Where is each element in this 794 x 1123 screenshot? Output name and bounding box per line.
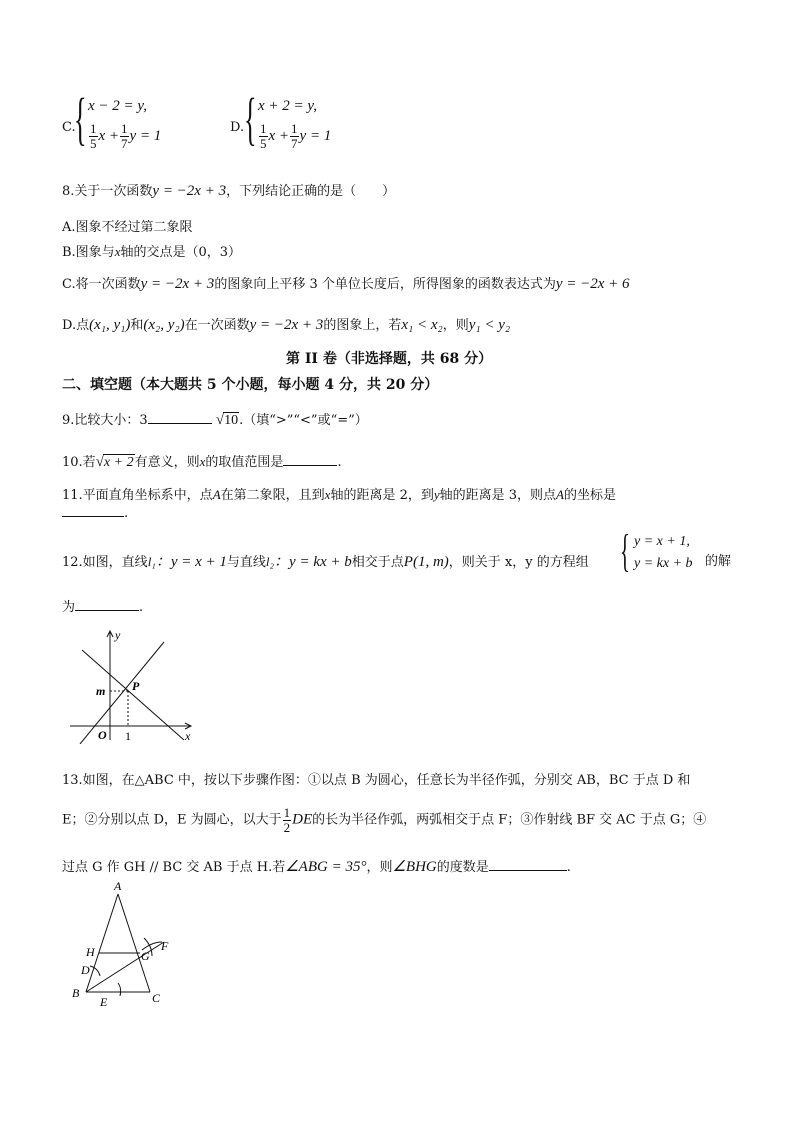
q13-label-h: H [86, 945, 95, 959]
q13-line3: 过点 G 作 GH // BC 交 AB 于点 H.若∠ABG = 35°，则∠BHG的度数是 . [62, 859, 571, 875]
q13-label-a: A [114, 880, 122, 893]
q12-label-one: 1 [125, 729, 131, 743]
q10: 10.若√x + 2有意义，则x的取值范围是 . [62, 454, 342, 470]
q13-label-f: F [161, 939, 169, 953]
q12-system-eq2: y = kx + b [634, 556, 693, 571]
q11-line1: 11.平面直角坐标系中，点A在第二象限，且到x轴的距离是 2，到y轴的距离是 3，则点A的坐标是 [62, 487, 616, 503]
q7-option-d-frac1: $\frac{1}{5}$ [260, 121, 267, 151]
q9: 9.比较大小：3 √10.（填“>”“<”或“=”） [62, 412, 368, 428]
q7-option-c-frac2: $\frac{1}{7}$ [121, 121, 128, 151]
q11-answer-blank[interactable] [62, 516, 124, 517]
q12-label-x: x [185, 729, 191, 743]
q12-suffix: 的解 [705, 554, 732, 569]
q13-side-ab [86, 894, 118, 992]
q7-option-c-eq2: $\frac{1}{5}$ x + $\frac{1}{7}$ y = 1 [90, 121, 162, 151]
q13-label-c: C [152, 991, 161, 1005]
q8-option-c: C.将一次函数y = −2x + 3的图象向上平移 3 个单位长度后，所得图象的函数表达式为y = −2x + 6 [62, 276, 630, 292]
q13-arc-e [118, 983, 121, 996]
q7-option-d-brace: { [244, 86, 257, 151]
q7-option-c-brace: { [74, 86, 87, 151]
q12-answer-blank[interactable] [75, 610, 139, 611]
q13-label-d: D [81, 963, 90, 977]
q7-option-d-eq2: $\frac{1}{5}$ x + $\frac{1}{7}$ y = 1 [260, 121, 332, 151]
q9-radicand: 10 [224, 413, 239, 428]
q7-option-c-frac1: $\frac{1}{5}$ [90, 121, 97, 151]
q10-radicand: x + 2 [103, 455, 134, 470]
q7-option-c-label: C. [62, 120, 76, 135]
q12-line-l1 [80, 642, 164, 744]
q13-half: $\frac{1}{2}$ [283, 805, 291, 835]
q12-line2: 为 . [62, 600, 144, 615]
q13-answer-blank[interactable] [489, 870, 567, 871]
q12-label-o: O [98, 728, 107, 742]
q8-option-d: D.点(x₁, y₁)和(x₂, y₂)在一次函数y = −2x + 3的图象上，若x₁ < x₂，则y₁ < y₂ [62, 317, 511, 333]
q7-option-c-eq1: x − 2 = y, [88, 98, 147, 114]
q8-stem: 8.关于一次函数y = −2x + 3，下列结论正确的是（ ） [62, 183, 396, 199]
q11-line2: . [62, 506, 128, 521]
q12-label-p: P [132, 679, 140, 693]
q13-label-g: G [141, 949, 150, 963]
section2-part-heading: 二、填空题（本大题共 5 个小题，每小题 4 分，共 20 分） [62, 377, 439, 393]
q13-label-e: E [100, 995, 108, 1009]
q7-option-d-eq1: x + 2 = y, [258, 98, 317, 114]
q12-line1: 12.如图，直线l₁：y = x + 1与直线l₂：y = kx + b相交于点P(1, m)，则关于 x，y 的方程组 [62, 554, 589, 570]
q13-ray-bf [86, 942, 164, 992]
q12-system-eq1: y = x + 1, [634, 534, 690, 549]
q12-graph [68, 628, 198, 744]
section2-title: 第 II 卷（非选择题，共 68 分） [286, 351, 493, 367]
q13-label-b: B [72, 986, 80, 1000]
q12-system-brace: { [620, 525, 630, 576]
q13-line2: E；②分别以点 D，E 为圆心，以大于 $\frac{1}{2}$ DE的长为半径作弧，两弧相交于点 F；③作射线 BF 交 AC 于点 G；④ [62, 805, 707, 835]
q13-line1: 13.如图，在△ABC 中，按以下步骤作图：①以点 B 为圆心，任意长为半径作弧，分别交 AB，BC 于点 D 和 [62, 773, 691, 788]
q13-side-ac [118, 894, 150, 992]
q9-answer-blank[interactable] [148, 423, 212, 424]
q13-figure [64, 880, 184, 1010]
q12-label-y: y [115, 628, 121, 642]
q8-option-b: B.图象与x轴的交点是（0，3） [62, 244, 242, 260]
q7-option-d-label: D. [230, 120, 245, 135]
q10-answer-blank[interactable] [283, 465, 337, 466]
q12-label-m: m [96, 684, 106, 698]
q8-option-a: A.图象不经过第二象限 [62, 220, 193, 235]
q7-option-d-frac2: $\frac{1}{7}$ [291, 121, 298, 151]
